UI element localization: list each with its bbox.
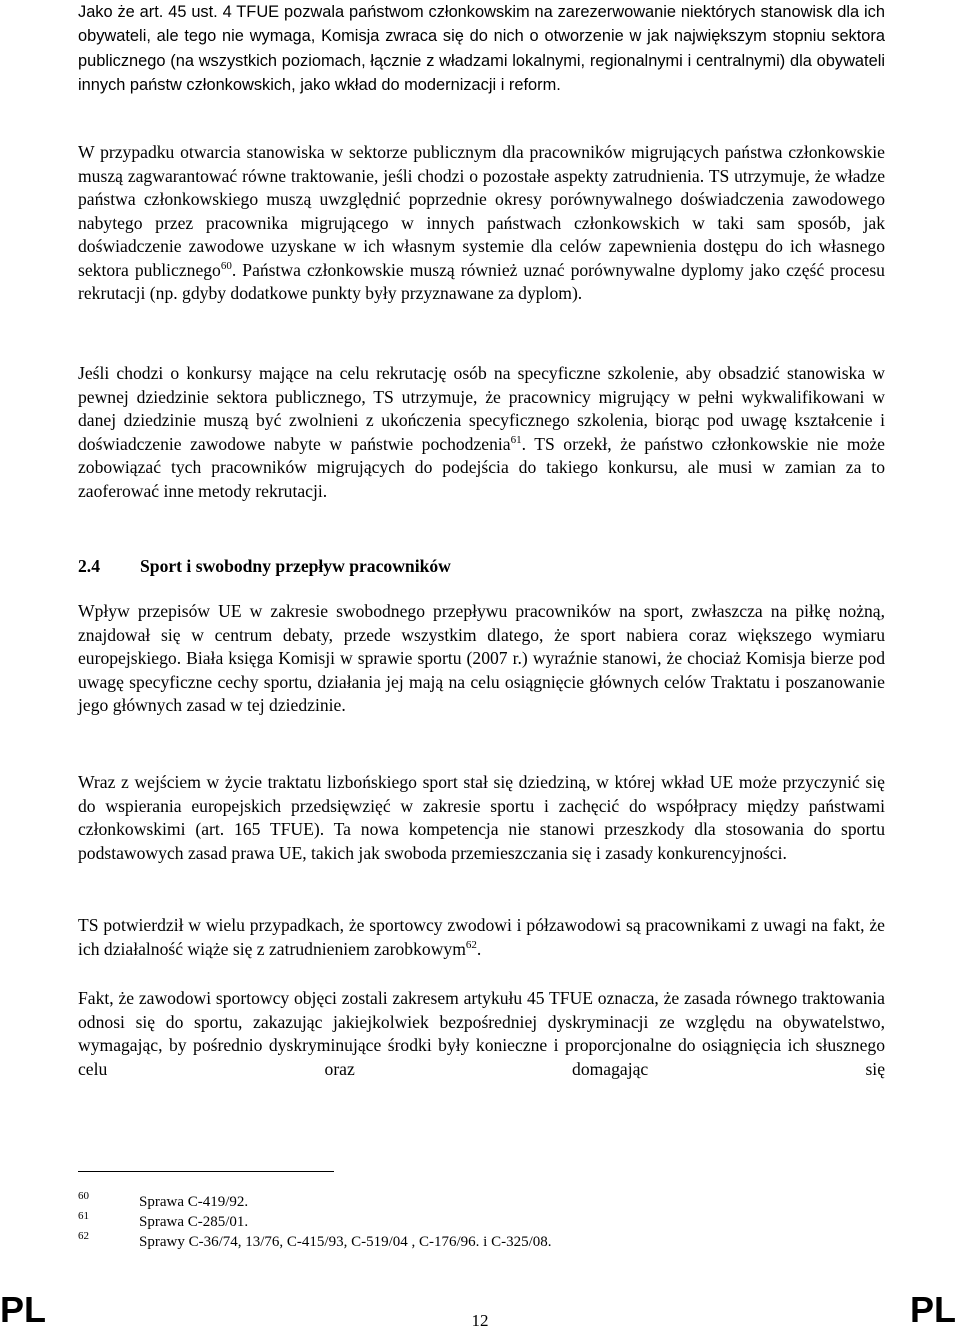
paragraph-5 — [78, 771, 885, 865]
footnote — [78, 1212, 898, 1232]
paragraph-7-text: Fakt, że zawodowi sportowcy objęci zostali zakresem artykułu 45 TFUE oznacza, że zasada równego traktowania odnosi się do sportu, zakazując jakiejkolwiek bezpośredniej dyskryminacji ze względu na obywatelstwo, wymagając, by pośrednio dyskryminujące środki były konieczne i proporcjonalne do osiągnięcia ich słusznego celu oraz domagając się — [78, 988, 885, 1079]
paragraph-4-text: Wpływ przepisów UE w zakresie swobodnego przepływu pracowników na sport, zwłaszcza na piłkę nożną, znajdował się w centrum debaty, przede wszystkim dlatego, że sport nabiera coraz większego wymiaru europejskiego. Biała księga Komisji w sprawie sportu (2007 r.) wyraźnie stanowi, że chociaż Komisja bierze pod uwagę specyficzne cechy sportu, działania jej mają na celu osiągnięcie głównych celów Traktatu i poszanowanie jego głównych zasad w tej dziedzinie. — [78, 601, 885, 715]
footer-language-right: PL — [909, 1289, 956, 1330]
page-number: 12 — [471, 1311, 489, 1330]
paragraph-6-text-b: . — [476, 938, 482, 959]
paragraph-2-text-a: W przypadku otwarcia stanowiska w sektorze publicznym dla pracowników migrujących państwa członkowskie muszą zagwarantować równe traktowanie, jeśli chodzi o pozostałe aspekty zatrudnienia. TS utrzymuje, że władze państwa członkowskiego muszą uwzględnić poprzednie okresy porównywalnego doświadczenia zawodowego nabytego przez pracownika migrującego w innych państwach członkowskich w taki sam sposób, jak doświadczenie zawodowe uzyskane w ich własnym systemie dla celów zapewnienia dostępu do ich własnego sektora publicznego — [78, 142, 885, 280]
section-number: 2.4 — [78, 556, 100, 576]
footnote-ref-62[interactable]: 62 — [465, 938, 477, 951]
paragraph-6-text-a: TS potwierdził w wielu przypadkach, że sportowcy zwodowi i półzawodowi są pracownikami z uwagi na fakt, że ich działalność wiąże się z zatrudnieniem zarobkowym — [78, 915, 885, 959]
paragraph-2-text-b: . Państwa członkowskie muszą również uznać porównywalne dyplomy jako część procesu rekrutacji (np. gdyby dodatkowe punkty były przyznawane za dyplom). — [78, 259, 885, 303]
section-heading — [78, 556, 451, 577]
footnote-number: 61 — [78, 1210, 89, 1222]
paragraph-7 — [78, 987, 885, 1081]
footnote-ref-61[interactable]: 61 — [510, 433, 522, 446]
paragraph-1 — [78, 0, 885, 97]
footnote-ref-60[interactable]: 60 — [220, 259, 232, 272]
paragraph-3-text-b: . TS orzekł, że państwo członkowskie nie może zobowiązać tych pracowników migrujących do podejścia do takiego konkursu, ale musi w zamian za to zaoferować inne metody rekrutacji. — [78, 433, 885, 501]
paragraph-2 — [78, 141, 885, 306]
footnote-text: Sprawa C-285/01. — [139, 1214, 249, 1230]
footnote — [78, 1192, 898, 1212]
paragraph-3-text-a: Jeśli chodzi o konkursy mające na celu rekrutację osób na specyficzne szkolenie, aby obsadzić stanowiska w pewnej dziedzinie sektora publicznego, TS utrzymuje, że pracownicy migrujący w pełni wykwalifikowani w danej dziedzinie muszą być zwolnieni z ukończenia specyficznego szkolenia, biorąc pod uwagę kształcenie i doświadczenie zawodowe nabyte w państwie pochodzenia — [78, 363, 885, 454]
footnote-number: 62 — [78, 1230, 89, 1242]
paragraph-6 — [78, 914, 885, 961]
footnote-text: Sprawa C-419/92. — [139, 1194, 249, 1210]
footnote-text: Sprawy C-36/74, 13/76, C-415/93, C-519/04 , C-176/96. i C-325/08. — [139, 1234, 552, 1250]
paragraph-4 — [78, 600, 885, 718]
paragraph-5-text: Wraz z wejściem w życie traktatu lizbońskiego sport stał się dziedziną, w której wkład UE może przyczynić się do wspierania europejskich przedsięwzięć w zakresie sportu i zachęcić do współpracy między państwami członkowskimi (art. 165 TFUE). Ta nowa kompetencja nie stanowi przeszkody dla stosowania do sportu podstawowych zasad prawa UE, takich jak swoboda przemieszczania się i zasady konkurencyjności. — [78, 772, 885, 863]
footnotes — [78, 1192, 898, 1252]
section-title: Sport i swobodny przepływ pracowników — [140, 556, 451, 576]
footnote-divider — [78, 1171, 334, 1172]
footnote-number: 60 — [78, 1190, 89, 1202]
paragraph-3 — [78, 362, 885, 503]
footnote — [78, 1232, 898, 1252]
footer-language-left: PL — [0, 1289, 47, 1330]
paragraph-1-text: Jako że art. 45 ust. 4 TFUE pozwala państwom członkowskim na zarezerwowanie niektórych stanowisk dla ich obywateli, ale tego nie wymaga, Komisja zwraca się do nich o otworzenie w jak największym stopniu sektora publicznego (na wszystkich poziomach, łącznie z władzami lokalnymi, regionalnymi i centralnymi) dla obywateli innych państw członkowskich, jako wkład do modernizacji i reform. — [78, 3, 885, 94]
